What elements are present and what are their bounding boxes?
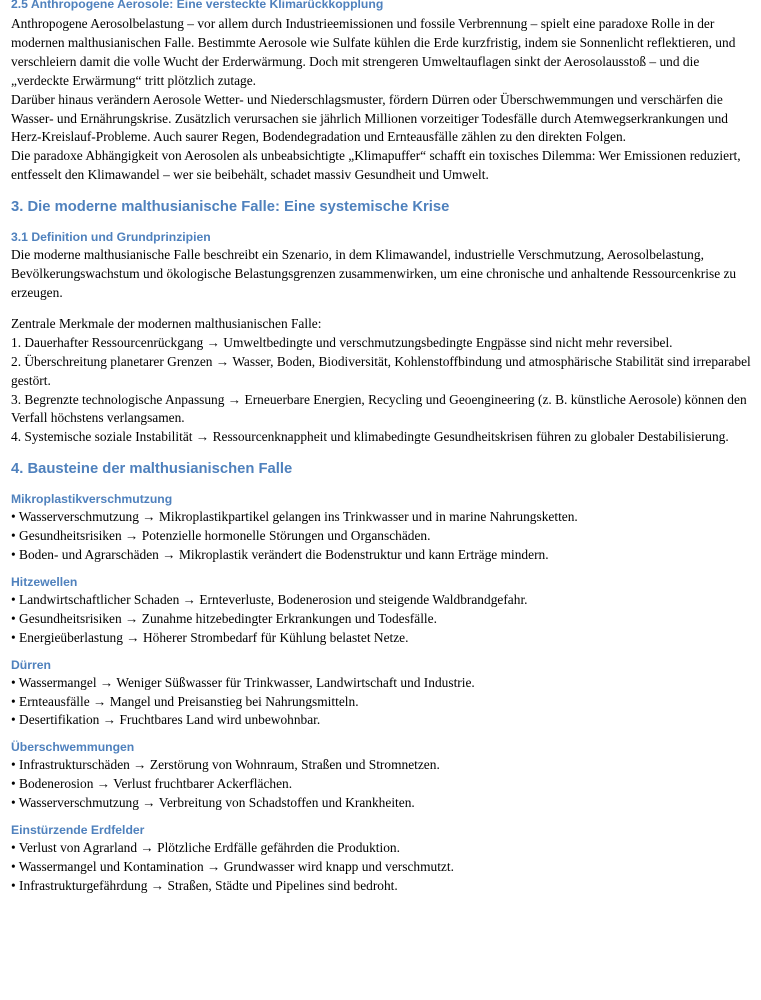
paragraph: Darüber hinaus verändern Aerosole Wetter- und Niederschlagsmuster, fördern Dürren oder Überschwemmungen und verschärfen die Wasser- und Ernährungskrise. Zusätzlich verursachen sie jährlich Millionen vorzeitiger Todesfälle durch Atemwegserkrankungen und Herz-Kreislauf-Probleme. Auch saurer Regen, Bodendegradation und Ernteausfälle zählen zu den direkten Folgen. [11, 91, 728, 145]
group-heading: Dürren [11, 657, 51, 672]
group-heading: Mikroplastikverschmutzung [11, 492, 173, 507]
bullet-item: • Energieüberlastung → Höherer Strombedarf für Kühlung belastet Netze. [11, 629, 409, 645]
list-item: 2. Überschreitung planetarer Grenzen → Wasser, Boden, Biodiversität, Kohlenstoffbindung und atmosphärische Stabilität sind irreparabel gestört. [11, 353, 751, 388]
group-heading: Überschwemmungen [11, 740, 135, 755]
subsection-heading-3-1: 3.1 Definition und Grundprinzipien [11, 230, 211, 245]
bullet-item: • Wasserverschmutzung → Mikroplastikpartikel gelangen ins Trinkwasser und in marine Nahrungsketten. [11, 509, 578, 525]
bullet-item: • Wassermangel → Weniger Süßwasser für Trinkwasser, Landwirtschaft und Industrie. [11, 674, 475, 690]
bullet-item: • Landwirtschaftlicher Schaden → Ernteverluste, Bodenerosion und steigende Waldbrandgefahr. [11, 591, 528, 607]
group-heading: Einstürzende Erdfelder [11, 823, 145, 838]
bullet-item: • Wasserverschmutzung → Verbreitung von Schadstoffen und Krankheiten. [11, 795, 415, 811]
bullet-item: • Desertifikation → Fruchtbares Land wird unbewohnbar. [11, 712, 321, 728]
list-item: 3. Begrenzte technologische Anpassung → Erneuerbare Energien, Recycling und Geoengineering (z. B. künstliche Aerosole) können den Verfall höchstens verlangsamen. [11, 391, 747, 426]
document-page [11, 0, 753, 896]
section-heading-3: 3. Die moderne malthusianische Falle: Eine systemische Krise [11, 199, 450, 216]
bullet-item: • Gesundheitsrisiken → Zunahme hitzebedingter Erkrankungen und Todesfälle. [11, 610, 437, 626]
paragraph: Die moderne malthusianische Falle beschreibt ein Szenario, in dem Klimawandel, industrielle Verschmutzung, Aerosolbelastung, Bevölkerungswachstum und ökologische Belastungsgrenzen zusammenwirken, um eine chronische und anhaltende Ressourcenkrise zu erzeugen. [11, 247, 737, 300]
bullet-item: • Infrastrukturgefährdung → Straßen, Städte und Pipelines sind bedroht. [11, 877, 398, 893]
list-item: 4. Systemische soziale Instabilität → Ressourcenknappheit und klimabedingte Gesundheitskrisen führen zu globaler Destabilisierung. [11, 429, 729, 445]
bullet-item: • Bodenerosion → Verlust fruchtbarer Ackerflächen. [11, 776, 293, 792]
bullet-item: • Wassermangel und Kontamination → Grundwasser wird knapp und verschmutzt. [11, 859, 454, 874]
paragraph: Anthropogene Aerosolbelastung – vor allem durch Industrieemissionen und fossile Verbrennung – spielt eine paradoxe Rolle in der modernen malthusianischen Falle. Bestimmte Aerosole wie Sulfate kühlen die Erde kurzfristig, indem sie Sonnenlicht reflektieren, und verschleiern damit die volle Wucht der Erderwärmung. Doch mit strengeren Umweltauflagen sinkt der Aerosolausstoß – und die „verdeckte Erwärmung“ tritt plötzlich zutage. [11, 16, 736, 88]
section-heading-4: 4. Bausteine der malthusianischen Falle [11, 461, 293, 478]
bullet-item: • Ernteausfälle → Mangel und Preisanstieg bei Nahrungsmitteln. [11, 693, 359, 709]
bullet-item: • Verlust von Agrarland → Plötzliche Erdfälle gefährden die Produktion. [11, 840, 400, 856]
group-heading: Hitzewellen [11, 574, 78, 589]
bullet-item: • Gesundheitsrisiken → Potenzielle hormonelle Störungen und Organschäden. [11, 528, 431, 544]
bullet-item: • Infrastrukturschäden → Zerstörung von Wohnraum, Straßen und Stromnetzen. [11, 757, 440, 773]
paragraph: Die paradoxe Abhängigkeit von Aerosolen als unbeabsichtigte „Klimapuffer“ schafft ein toxisches Dilemma: Wer Emissionen reduziert, entfesselt den Klimawandel – wer sie beibehält, schadet massiv Gesundheit und Umwelt. [11, 148, 741, 183]
list-item: 1. Dauerhafter Ressourcenrückgang → Umweltbedingte und verschmutzungsbedingte Engpässe sind nicht mehr reversibel. [11, 334, 673, 350]
bullet-item: • Boden- und Agrarschäden → Mikroplastik verändert die Bodenstruktur und kann Erträge mindern. [11, 547, 549, 563]
list-intro: Zentrale Merkmale der modernen malthusianischen Falle: [11, 315, 322, 331]
section-heading-2-5: 2.5 Anthropogene Aerosole: Eine versteckte Klimarückkopplung [11, 0, 384, 11]
